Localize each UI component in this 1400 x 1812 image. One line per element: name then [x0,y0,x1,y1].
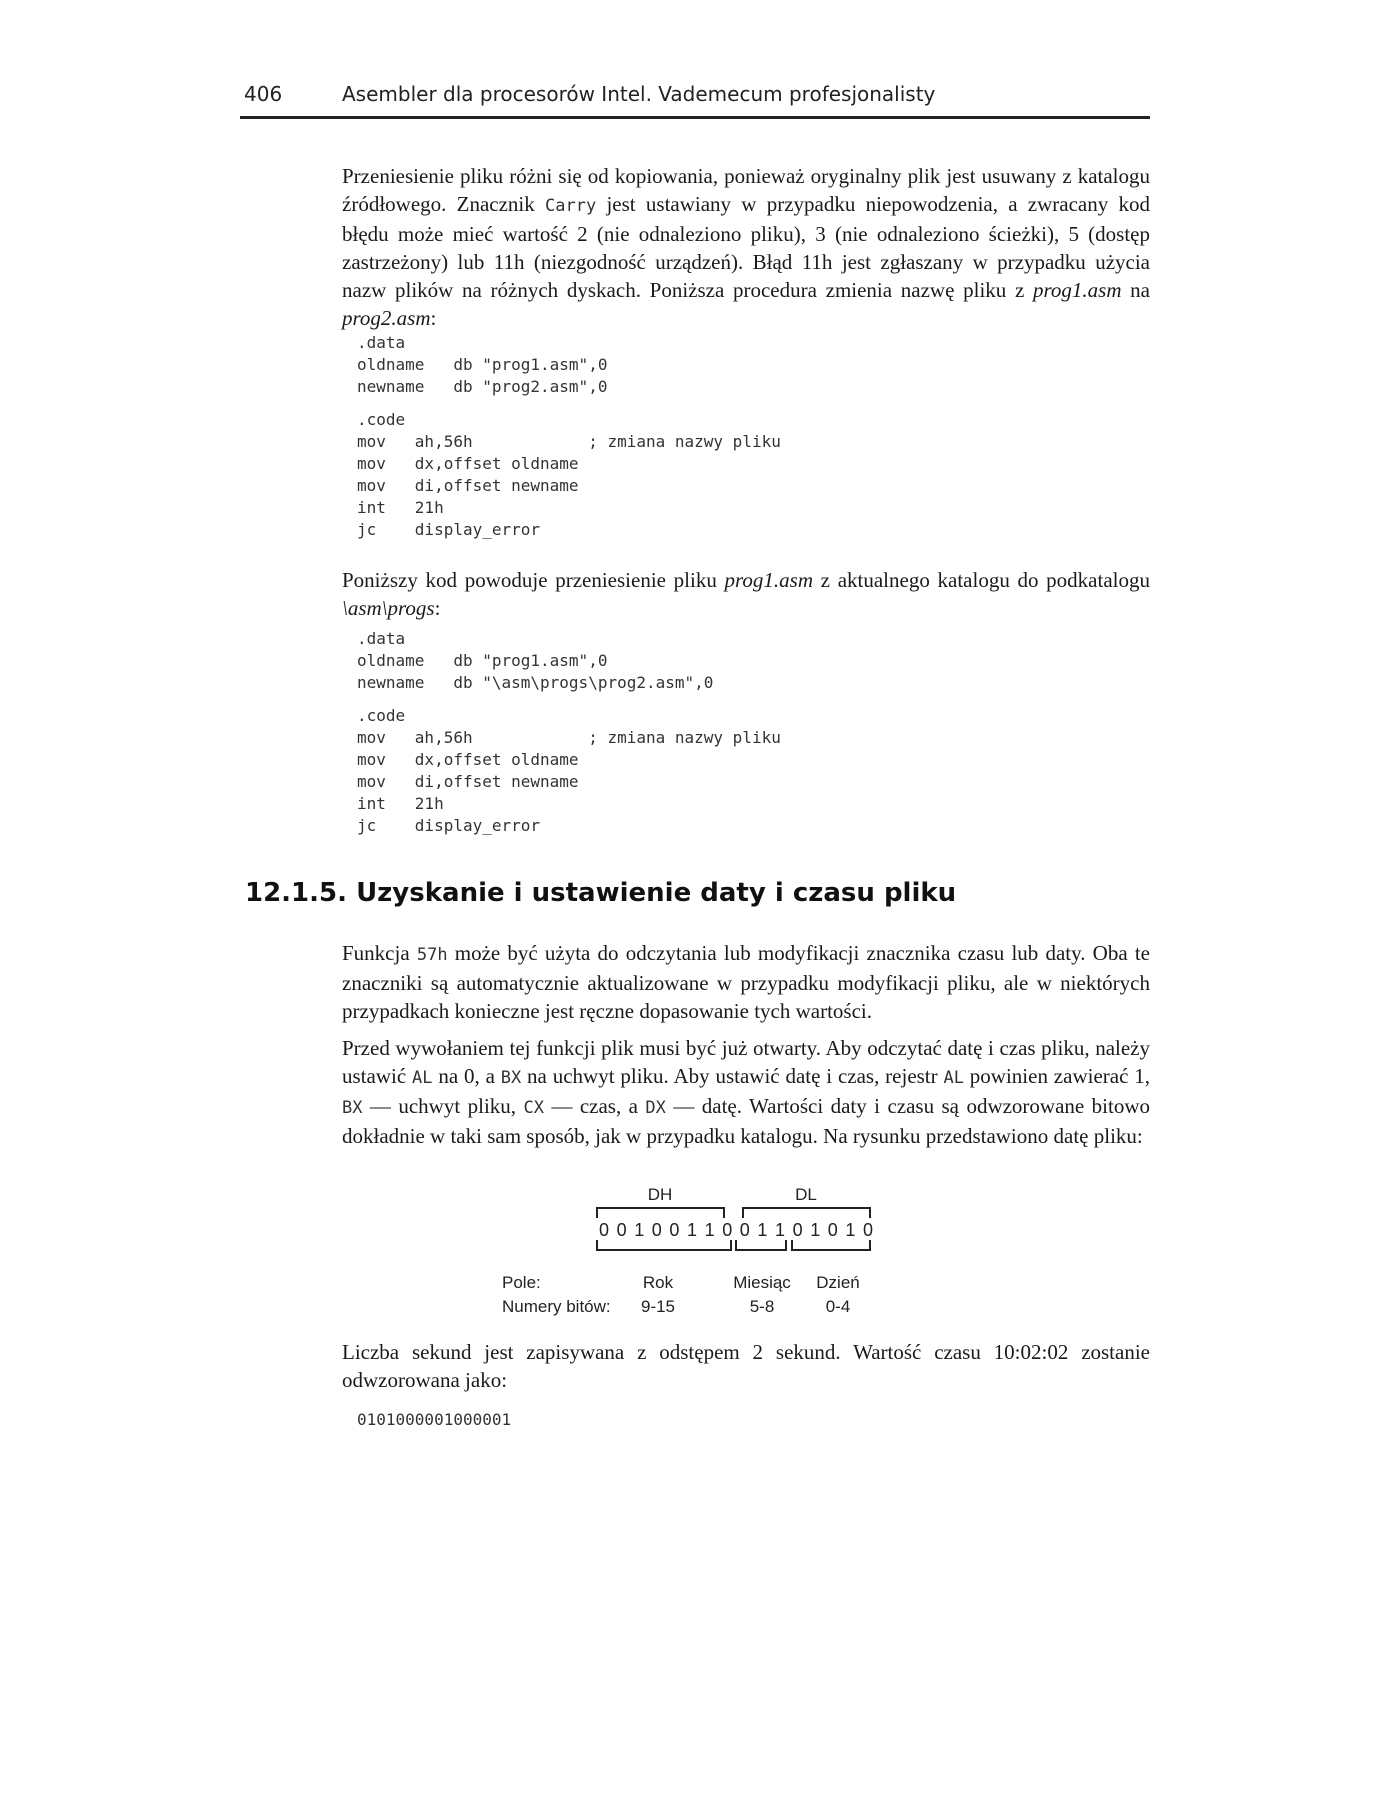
bit-digit: 1 [634,1220,645,1240]
code-time-value: 0101000001000001 [357,1410,512,1429]
bit-digit: 1 [810,1220,821,1240]
code-block-code: .code mov ah,56h ; zmiana nazwy pliku mov dx,offset oldname mov di,offset newname int 21h jc display_error [357,706,781,835]
paragraph-move-subdir [342,566,1150,622]
register: AL [412,1068,433,1088]
file-name: prog1.asm [724,568,813,592]
register: CX [523,1098,544,1118]
bit-digit: 1 [757,1220,768,1240]
bit-digit: 0 [598,1220,610,1240]
field-name: Dzień [816,1273,860,1292]
field-name: Rok [642,1273,674,1292]
date-bit-diagram [500,1184,900,1324]
bits-row [599,1220,873,1240]
bit-digit: 0 [739,1220,750,1240]
numery-label: Numery bitów: [502,1297,611,1316]
text: : [430,306,437,330]
paragraph-move-file [342,162,1150,332]
text: : [434,596,441,620]
bit-digit: 1 [845,1220,856,1240]
dir-name: \asm\progs [342,596,435,620]
text: na [1121,278,1151,302]
dl-label: DL [795,1185,817,1204]
month-bracket [736,1240,786,1250]
page-number: 406 [244,82,283,106]
dh-bracket [597,1208,724,1218]
register: DX [645,1098,666,1118]
day-bracket [792,1240,870,1250]
bit-digit: 0 [722,1220,733,1240]
section-number: 12.1.5. [245,878,347,908]
bit-digit: 0 [669,1220,680,1240]
bit-digit: 1 [704,1220,715,1240]
inline-code: Carry [545,196,597,216]
section-title: Uzyskanie i ustawienie daty i czasu pliku [356,878,957,908]
file-name: prog1.asm [1033,278,1122,302]
text: — uchwyt pliku, [362,1094,524,1118]
inline-code: 57h [416,945,448,965]
register: BX [342,1098,363,1118]
register: BX [500,1068,522,1088]
field-name: Miesiąc [733,1273,791,1292]
text: na uchwyt pliku. Aby ustawić datę i czas, rejestr [521,1064,944,1088]
text: — czas, a [543,1094,646,1118]
section-heading [245,878,956,908]
page-header [240,82,1150,119]
text: jest ustawiany w przypadku niepowodzenia, a zwracany kod błędu może mieć wartość 2 (nie odnaleziono pliku), 3 (nie odnaleziono ścieżki), 5 (dostęp zastrzeżony) lub 11h (niezgodność urządzeń). Błąd 11h jest zgłaszany w przypadku użycia nazw plików na różnych dyskach. Poniższa procedura zmienia nazwę pliku z [342,192,1150,302]
bit-digit: 1 [686,1220,698,1240]
text: Liczba sekund jest zapisywana z odstępem 2 sekund. Wartość czasu 10:02:02 zostanie odwzorowana jako: [342,1340,1150,1392]
text: Przed wywołaniem tej funkcji plik musi być już otwarty. Aby odczytać datę i czas pliku, należy ustawić [342,1036,1150,1088]
dh-label: DH [647,1185,673,1204]
text: Poniższy kod powoduje przeniesienie pliku [342,568,725,592]
paragraph-seconds [342,1338,1150,1394]
field-bits: 9-15 [640,1297,676,1316]
text: na 0, a [432,1064,501,1088]
code-block-data: .data oldname db "prog1.asm",0 newname db "prog2.asm",0 [357,333,608,396]
paragraph-registers [342,1034,1150,1150]
file-name: prog2.asm [342,306,431,330]
bit-digit: 0 [616,1220,627,1240]
register: AL [943,1068,964,1088]
text: z aktualnego katalogu do podkatalogu [813,568,1150,592]
paragraph-function-57h [342,939,1150,1025]
year-bracket [597,1240,731,1250]
code-block-code: .code mov ah,56h ; zmiana nazwy pliku mov dx,offset oldname mov di,offset newname int 21h jc display_error [357,410,781,539]
pole-label: Pole: [502,1273,541,1292]
field-bits: 5-8 [749,1297,775,1316]
field-bits: 0-4 [825,1297,851,1316]
bit-digit: 0 [827,1220,838,1240]
text: Przeniesienie pliku różni się od kopiowania, ponieważ oryginalny plik jest usuwany z katalogu źródłowego. Znacznik [342,164,1150,216]
dl-bracket [743,1208,870,1218]
text: Funkcja [342,941,417,965]
text: może być użyta do odczytania lub modyfikacji znacznika czasu lub daty. Oba te znaczniki są automatycznie aktualizowane w przypadku modyfikacji pliku, ale w niektórych przypadkach konieczne jest ręczne dopasowanie tych wartości. [342,941,1151,1023]
bit-digit: 0 [651,1220,662,1240]
book-title: Asembler dla procesorów Intel. Vademecum profesjonalisty [342,82,936,106]
bit-digit: 0 [862,1220,874,1240]
text: — datę. Wartości daty i czasu są odwzorowane bitowo dokładnie w taki sam sposób, jak w przypadku katalogu. Na rysunku przedstawiono datę pliku: [342,1094,1150,1148]
text: powinien zawierać 1, [963,1064,1150,1088]
code-block-data: .data oldname db "prog1.asm",0 newname db "\asm\progs\prog2.asm",0 [357,629,714,692]
bit-digit: 0 [792,1220,803,1240]
bit-digit: 1 [774,1220,786,1240]
